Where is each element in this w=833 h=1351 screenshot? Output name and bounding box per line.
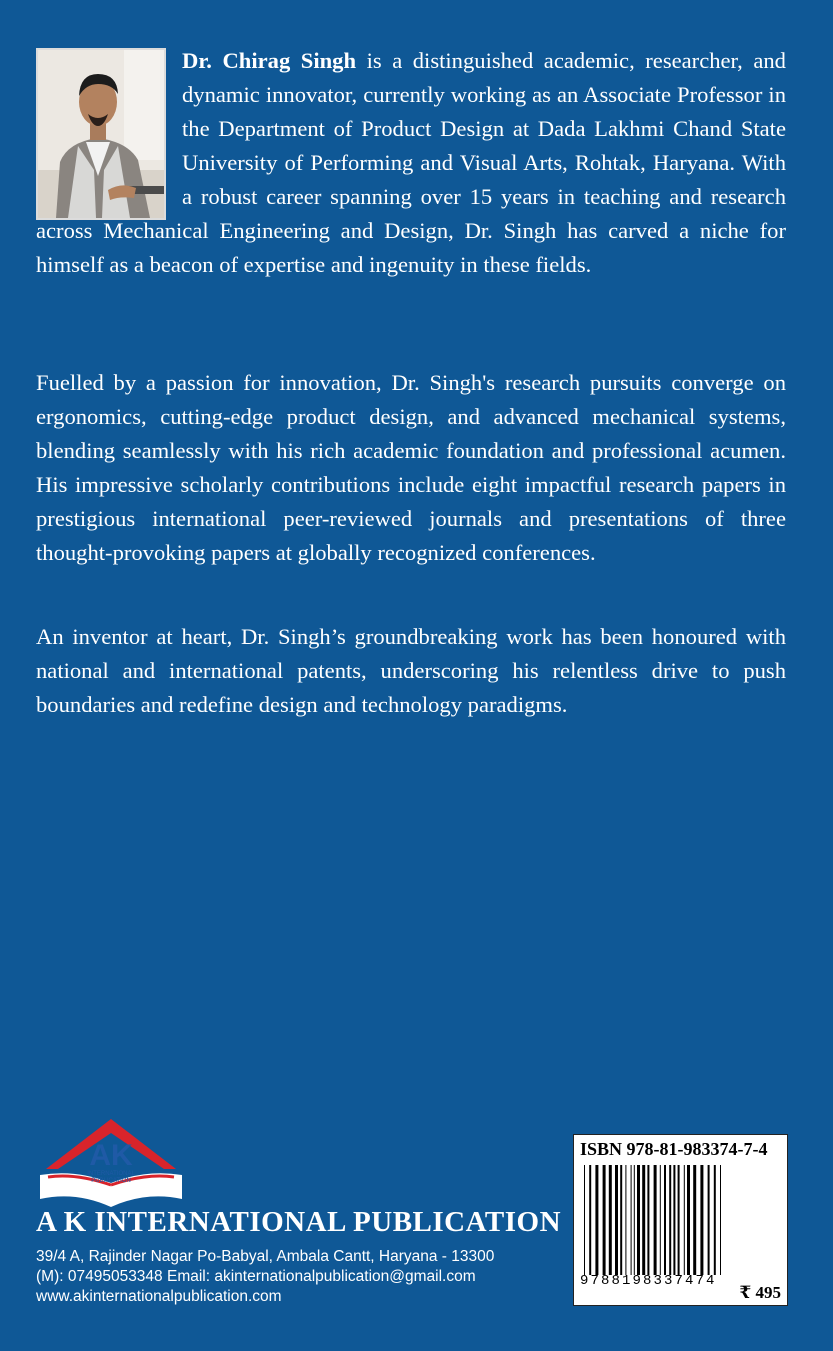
barcode-bar (620, 1165, 622, 1275)
author-bio (36, 44, 786, 282)
publisher-logo (36, 1117, 186, 1209)
barcode-bar (634, 1165, 635, 1275)
publisher-address: 39/4 A, Rajinder Nagar Po-Babyal, Ambala Cantt, Haryana - 13300 (36, 1248, 495, 1265)
barcode-bar (720, 1165, 721, 1275)
author-name: Dr. Chirag Singh (182, 48, 357, 73)
publisher-website: www.akinternationalpublication.com (36, 1288, 282, 1305)
barcode-bar (615, 1165, 618, 1275)
barcode-bar (714, 1165, 716, 1275)
barcode-bar (669, 1165, 671, 1275)
barcode-bar (684, 1165, 685, 1275)
price-label: ₹ 495 (739, 1283, 781, 1302)
barcode-bar (654, 1165, 657, 1275)
publisher-name: A K INTERNATIONAL PUBLICATION (36, 1206, 562, 1238)
barcode-bar (647, 1165, 649, 1275)
barcode-bar (660, 1165, 661, 1275)
barcode-bar (700, 1165, 703, 1275)
barcode-bar (678, 1165, 680, 1275)
barcode-bar (595, 1165, 598, 1275)
barcode-bar (603, 1165, 606, 1275)
publisher-contact: (M): 07495053348 Email: akinternationalpublication@gmail.com (36, 1268, 476, 1285)
photo-spacer (36, 44, 182, 210)
barcode-bar (708, 1165, 710, 1275)
research-paragraph: Fuelled by a passion for innovation, Dr. Singh's research pursuits converge on ergonomics, cutting-edge product design, and advanced mechanical systems, blending seamlessly with his rich academic foundation and professional acumen. His impressive scholarly contributions include eight impactful research papers in prestigious international peer-reviewed journals and presentations of three thought-provoking papers at globally recognized conferences. (36, 370, 786, 565)
barcode-bar (693, 1165, 696, 1275)
barcode-bar (589, 1165, 591, 1275)
barcode-bar (673, 1165, 675, 1275)
barcode-bar (631, 1165, 632, 1275)
barcode-bar (584, 1165, 585, 1275)
barcode-bar (609, 1165, 612, 1275)
barcode-bar (664, 1165, 666, 1275)
isbn-label: ISBN 978-81-983374-7-4 (580, 1139, 768, 1159)
barcode-bar (687, 1165, 690, 1275)
isbn-barcode-box (573, 1134, 788, 1306)
author-bio-text: is a distinguished academic, researcher, and dynamic innovator, currently working as an Associate Professor in the Department of Product Design at Dada Lakhmi Chand State University of Performing and Visual Arts, Rohtak, Haryana. With a robust career spanning over 15 years in teaching and research across Mechanical Engineering and Design, Dr. Singh has carved a niche for himself as a beacon of expertise and ingenuity in these fields. (36, 48, 786, 277)
barcode-bar (625, 1165, 626, 1275)
barcode-bar (642, 1165, 645, 1275)
logo-subtext-1: INTERNATIONAL (87, 1171, 135, 1177)
logo-letters: AK (89, 1139, 133, 1172)
inventor-paragraph: An inventor at heart, Dr. Singh’s groundbreaking work has been honoured with national and international patents, underscoring his relentless drive to push boundaries and redefine design and technology paradigms. (36, 624, 786, 717)
logo-subtext-2: PUBLICATION (91, 1178, 131, 1184)
barcode-bar (637, 1165, 640, 1275)
isbn-digits: 9788198337474 (580, 1273, 717, 1289)
barcode-icon (582, 1165, 781, 1275)
